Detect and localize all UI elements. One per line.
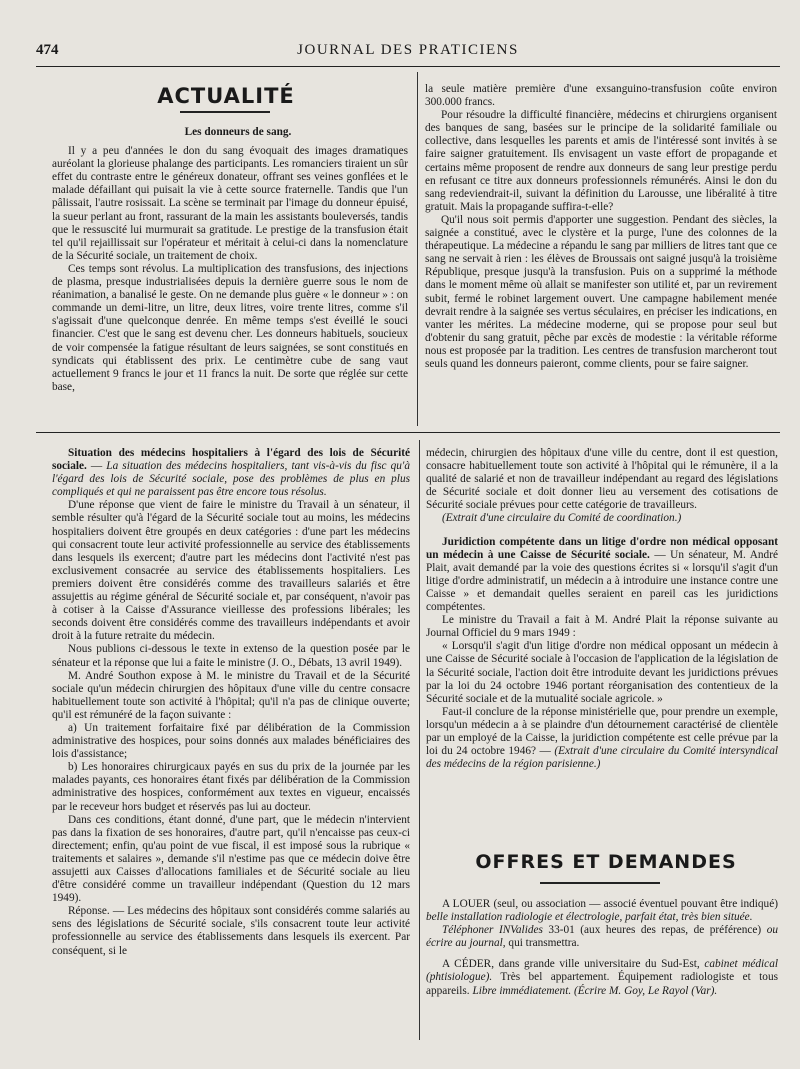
juridiction-paragraph-1: — Un sénateur, M. André Plait, avait demandé par la voie des questions écrites si « lorsqu'il s'agit d'un litige d'ordre administratif, un médecin a à introduire une instance contre une Caisse » et demandait quelles seraient en pareil cas les juridictions compétentes. [426,548,778,614]
actualite-subtitle: Les donneurs de sang. [184,126,292,138]
column-divider-top [417,72,418,426]
ad-transmit: qui transmettra. [505,937,580,950]
journal-title: JOURNAL DES PRATICIENS [297,42,519,58]
actualite-left-column [52,126,408,426]
juridiction-paragraph-2: Le ministre du Travail a fait à M. André Plait la réponse suivante au Journal Officiel du 9 mars 1949 : [426,614,778,640]
situation-item-b: b) Les honoraires chirurgicaux payés en sus du prix de la journée par les malades payants, ces honoraires étant fixés par délibération de la Commission administrative des hospices, conformément aux textes en vigueur, encaissés par le receveur hors budget et réservés pas lui au docteur. [52,761,410,813]
actualite-paragraph-4: Pour résoudre la difficulté financière, médecins et chirurgiens organisent des banques de sang, basées sur le principe de la solidarité familiale ou collective, dans lesquelles les parents et amis de l'intéressé sont invités à se faire saigner gratuitement. Ils envisagent un vaste effort de propagande et certains même proposent de rendre aux donneurs de sang leur prestige perdu en refusant ce titre aux donneurs professionnels rémunérés. Ainsi le don du sang redeviendrait-il, suivant la définition du Larousse, une libéralité à titre gratuit. Mais la propagande suffira-t-elle? [425,109,777,213]
situation-paragraph-3: M. André Southon expose à M. le ministre du Travail et de la Sécurité sociale qu'un médecin chirurgien des hôpitaux d'une ville du centre consacre habituellement toute son activité à l'hôpital; qu'il n'a pas de clinique ouverte; qu'il est rémunéré de la façon suivante : [52,669,410,721]
offres-title: OFFRES ET DEMANDES [475,851,737,873]
ad-a-louer [426,898,778,924]
actualite-paragraph-5: Qu'il nous soit permis d'apporter une suggestion. Pendant des siècles, la saignée a constitué, avec le clystère et la purge, l'une des colonnes de la thérapeutique. La médecine a répandu le sang par milliers de litres tant que ce sang ne servait à rien : les élèves de Broussais ont saigné jusqu'à la troisième République, presque jusqu'à la transfusion. Puis on a supprimé la méthode dans le moment même où allait se manifester son utilité et, par un revirement subit, fermé le robinet largement ouvert. Une campagne habilement menée devrait rendre à la saignée ses vertus séculaires, en préciser les indications, en vanter les mérites. La médecine moderne, qui se propose pour seul but d'obtenir du sang gratuit, pêche par excès de modestie : la véritable réforme nous est proposée par la tradition. Les centres de transfusion marcheront tout seuls quand les donneurs paieront, comme clients, pour se faire saigner. [425,213,777,370]
situation-continued: médecin, chirurgien des hôpitaux d'une ville du centre, dont il est question, consacre habituellement toute son activité à l'hôpital qui le rémunère, il a la qualité de salarié et non de travailleur indépendant au regard des législations de Sécurité sociale et doit donner lieu au versement des cotisations de Sécurité sociale prévues pour cette catégorie de travailleurs. [426,447,778,512]
ad-phone-label: Téléphoner INValides [442,924,543,937]
ad-a-louer-lead: A LOUER (seul, ou association — associé éventuel pouvant être indiqué) [442,898,778,910]
situation-heading: Situation des médecins hospitaliers à l'égard des lois de Sécurité sociale. [52,447,410,473]
ad-a-ceder-lead: A CÉDER, dans grande ville universitaire du Sud-Est, [442,958,705,971]
offres-title-rule [540,882,660,884]
juridiction-heading: Juridiction compétente dans un litige d'ordre non médical opposant un médecin à une Caisse de Sécurité sociale. [426,535,778,561]
situation-item-a: a) Un traitement forfaitaire fixé par délibération de la Commission administrative des hospices, pour soins donnés aux malades bénéficiaires des lois d'assistance; [52,721,410,761]
juridiction-paragraph-4: Faut-il conclure de la réponse ministérielle que, pour prendre un exemple, lorsqu'un médecin a à se plaindre d'un détournement caractérisé de clientèle par un employé de la Caisse, la juridiction compétente est celle prévue par la loi du 24 octobre 1946? — [426,705,778,758]
situation-paragraph-1: D'une réponse que vient de faire le ministre du Travail à un sénateur, il semble résulter qu'à l'égard de la Sécurité sociale tout au moins, les médecins hospitaliers doivent être groupés en deux catégories : d'une part les médecins qui consacrent toute leur activité professionnelle au service des établissements dans lesquels ils exercent; d'autre part les médecins dont l'activité n'est pas exclusivement consacrée au service des établissements hospitaliers. Les premiers doivent être considérés comme des travailleurs salariés et être assujettis au régime général de Sécurité sociale et, par conséquent, n'avoir pas à cotiser à la Caisse d'Assurance vieillesse des professions libérales; les seconds doivent être considérés comme des travailleurs indépendants et avoir droit à la future retraite du médecin. [52,499,410,643]
page-header [36,40,780,68]
ad-a-ceder-desc: cabinet médical (phtisiologue). [426,958,778,984]
header-rule [36,66,780,67]
ad-a-ceder [426,958,778,997]
section-divider [36,432,780,433]
actualite-title: ACTUALITÉ [157,84,295,108]
ad-phone-number: 33-01 (aux heures des repas, de préférence) [542,924,767,937]
situation-paragraph-4: Dans ces conditions, étant donné, d'une part, que le médecin n'intervient pas dans la fixation de ses honoraires, d'autre part, qu'il n'encaisse pas ceux-ci directement; enfin, qu'au point de vue fiscal, il est imposé sous la rubrique « traitements et salaires », demande s'il n'estime pas que ce médecin doive être assujetti aux Caisses d'allocations familiales et de Sécurité sociale au lieu d'être considéré comme un travailleur indépendant (Question du 12 mars 1949). [52,813,410,905]
juridiction-source: (Extrait d'une circulaire du Comité intersyndical des médecins de la région parisienne.) [426,745,778,771]
column-divider-bottom [419,440,420,1040]
ad-write-journal: ou écrire au journal, [426,924,778,950]
situation-paragraph-2: Nous publions ci-dessous le texte in extenso de la question posée par le sénateur et la réponse que lui a faite le ministre (J. O., Débats, 13 avril 1949). [52,643,410,669]
actualite-title-rule [180,111,270,113]
actualite-paragraph-2: Ces temps sont révolus. La multiplication des transfusions, des injections de plasma, presque industrialisées depuis la dernière guerre sous le nom de réanimation, a banalisé le geste. On ne demande plus guère « le donneur » : on commande un demi-litre, un litre, deux litres, voire trente litres, comme s'il s'agissait d'une quelconque denrée. En même temps s'est éveillé le souci financier. C'est que le sang est devenu cher. Les donneurs habituels, soucieux de voir compensée la fatigue résultant de leurs saignées, se sont constitués en syndicats qui établissent des prix. Le centimètre cube de sang vaut actuellement 9 francs le jour et 11 francs la nuit. De sorte que réglée sur cette base, [52,262,408,393]
situation-intro: La situation des médecins hospitaliers, tant vis-à-vis du fisc qu'à l'égard des lois de Sécurité sociale, pose des problèmes de plus en plus compliqués et qui ne paraissent pas être encore tous résolus. [52,460,410,499]
page-number: 474 [36,42,59,58]
ad-a-ceder-contact: Libre immédiatement. (Écrire M. Goy, Le Rayol (Var). [472,984,718,997]
ad-a-ceder-details: Très bel appartement. Équipement radiologiste et tous appareils. [426,971,778,997]
actualite-right-column [425,83,777,427]
situation-answer: Réponse. — Les médecins des hôpitaux sont considérés comme salariés au sens des législations de Sécurité sociale, s'ils consacrent toute leur activité professionnelle au service des établissements dans lesquels ils exercent. Par conséquent, si le [52,905,410,957]
ad-a-louer-contact [426,924,778,950]
offres-column [426,898,778,1048]
actualite-paragraph-1: Il y a peu d'années le don du sang évoquait des images dramatiques auréolant la glorieuse phalange des participants. Les romanciers tiraient un sûr effet du contraste entre le généreux donateur, offrant ses veines gonflées et le malade défaillant qui puisait la vie à cette source fraternelle. Tandis que l'un pâlissait, l'autre rosissait. La scène se terminait par l'image du donneur épuisé, la sueur perlant au front, rassurant de la main les assistants bouleversés, tandis que le ressuscité lui murmurait sa gratitude. Le prestige de la transfusion était tel qu'il rejaillissait sur l'opérateur et méritait à celui-ci dans la nomenclature de la Sécurité sociale, un traitement de choix. [52,145,408,262]
right-bottom-column [426,447,778,847]
situation-source: (Extrait d'une circulaire du Comité de coordination.) [442,512,682,525]
situation-dash: — [86,460,107,473]
actualite-paragraph-3: la seule matière première d'une exsanguino-transfusion coûte environ 300.000 francs. [425,83,777,109]
juridiction-quote: « Lorsqu'il s'agit d'un litige d'ordre non médical opposant un médecin à une Caisse de Sécurité sociale à l'occasion de l'application de la législation de la Sécurité sociale, l'action doit être introduite devant les juridictions prévues par la loi du 24 octobre 1946 portant réorganisation des contentieux de la Sécurité sociale et de la mutualité sociale agricole. » [426,640,778,705]
situation-article [52,447,410,1037]
ad-a-louer-desc: belle installation radiologie et électrologie, parfait état, très bien située. [426,911,753,924]
